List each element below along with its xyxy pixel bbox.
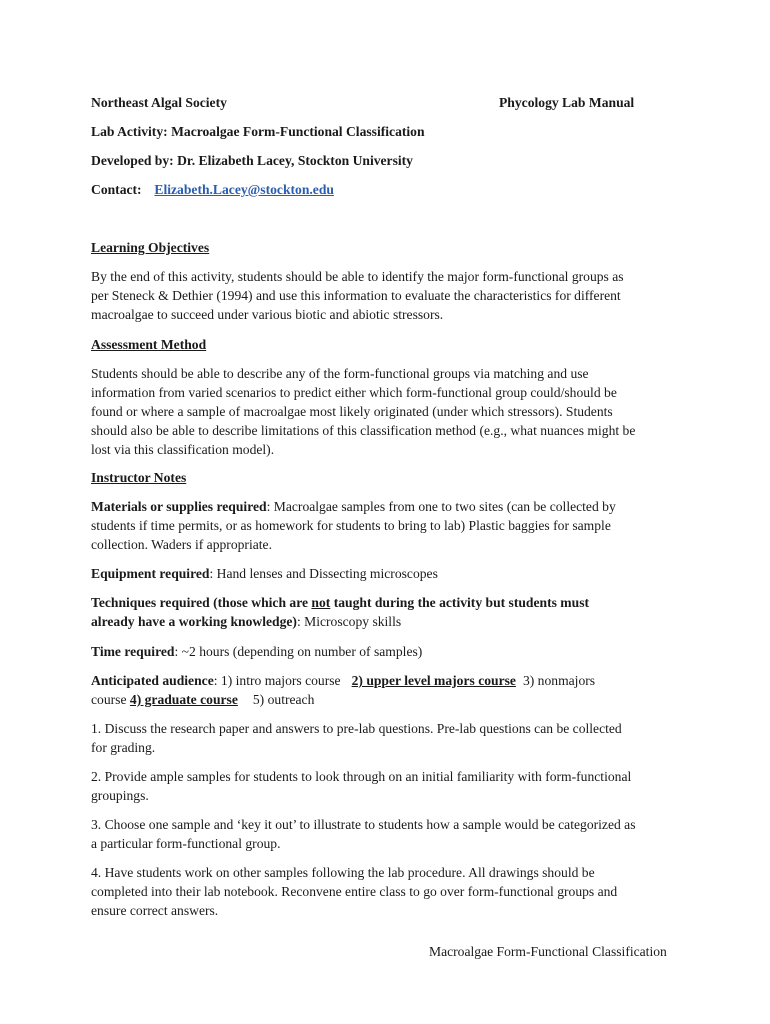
audience-option: course [91, 692, 127, 707]
techniques-value: : Microscopy skills [296, 614, 402, 629]
text-line: students if time permits, or as homework for students to bring to lab) Plastic baggies for sample [91, 518, 611, 533]
text-line: for grading. [91, 740, 156, 755]
text-line: 1. Discuss the research paper and answers to pre-lab questions. Pre-lab questions can be collected [91, 721, 622, 736]
materials-value: : Macroalgae samples from one to two sites (can be collected by [266, 499, 616, 514]
manual-name: Phycology Lab Manual [499, 95, 635, 110]
document-page [91, 0, 681, 1024]
learning-objectives-text [91, 267, 679, 324]
materials-label: Materials or supplies required [91, 499, 267, 514]
text-line: completed into their lab notebook. Reconvene entire class to go over form-functional groups and [91, 884, 618, 899]
step-1 [91, 719, 679, 757]
assessment-text [91, 364, 679, 459]
techniques-paragraph [91, 593, 679, 631]
text-line: ensure correct answers. [91, 903, 219, 918]
text-line: a particular form-functional group. [91, 836, 281, 851]
techniques-not: not [311, 595, 331, 610]
instructor-notes-heading: Instructor Notes [91, 470, 187, 485]
page-footer: Macroalgae Form-Functional Classification [429, 944, 667, 959]
developed-by: Dr. Elizabeth Lacey, Stockton University [177, 153, 413, 168]
equipment-paragraph [91, 564, 679, 583]
audience-option: : 1) intro majors course [213, 673, 341, 688]
activity-line [91, 122, 425, 141]
time-value: : ~2 hours (depending on number of samples) [174, 644, 423, 659]
org-name: Northeast Algal Society [91, 95, 227, 110]
developed-label: Developed by: [91, 153, 174, 168]
materials-paragraph [91, 497, 679, 554]
activity-title: Macroalgae Form-Functional Classification [171, 124, 425, 139]
contact-label: Contact: [91, 182, 142, 197]
text-line: By the end of this activity, students should be able to identify the major form-functional groups as [91, 269, 624, 284]
learning-objectives-heading: Learning Objectives [91, 240, 210, 255]
audience-option: 5) outreach [252, 692, 315, 707]
step-4 [91, 863, 679, 920]
contact-email-link[interactable]: Elizabeth.Lacey@stockton.edu [154, 182, 334, 197]
text-line: macroalgae to succeed under various biotic and abiotic stressors. [91, 307, 444, 322]
equipment-label: Equipment required [91, 566, 210, 581]
time-label: Time required [91, 644, 175, 659]
text-line: groupings. [91, 788, 149, 803]
text-line: found or where a sample of macroalgae most likely originated (under which stressors). Students [91, 404, 613, 419]
activity-label: Lab Activity: [91, 124, 168, 139]
text-line: Students should be able to describe any of the form-functional groups via matching and use [91, 366, 589, 381]
text-line: information from varied scenarios to predict either which form-functional group could/should be [91, 385, 617, 400]
assessment-heading: Assessment Method [91, 337, 207, 352]
text-line: 3. Choose one sample and ‘key it out’ to illustrate to students how a sample would be categorized as [91, 817, 636, 832]
time-paragraph [91, 642, 679, 661]
audience-paragraph [91, 671, 679, 709]
step-3 [91, 815, 679, 853]
techniques-label-cont: taught during the activity but students must [330, 595, 590, 610]
techniques-label: Techniques required (those which are [91, 595, 312, 610]
contact-line [91, 180, 334, 199]
developed-line [91, 151, 413, 170]
text-line: per Steneck & Dethier (1994) and use this information to evaluate the characteristics for different [91, 288, 621, 303]
text-line: lost via this classification model). [91, 442, 275, 457]
equipment-value: : Hand lenses and Dissecting microscopes [209, 566, 438, 581]
audience-option: 3) nonmajors [522, 673, 596, 688]
text-line: collection. Waders if appropriate. [91, 537, 272, 552]
text-line: should also be able to describe limitations of this classification method (e.g., what nuances might be [91, 423, 636, 438]
audience-option-selected: 4) graduate course [129, 692, 238, 707]
audience-option-selected: 2) upper level majors course [351, 673, 516, 688]
text-line: 2. Provide ample samples for students to look through on an initial familiarity with form-functional [91, 769, 632, 784]
techniques-label-end: already have a working knowledge) [91, 614, 297, 629]
step-2 [91, 767, 679, 805]
text-line: 4. Have students work on other samples following the lab procedure. All drawings should be [91, 865, 595, 880]
audience-label: Anticipated audience [91, 673, 214, 688]
